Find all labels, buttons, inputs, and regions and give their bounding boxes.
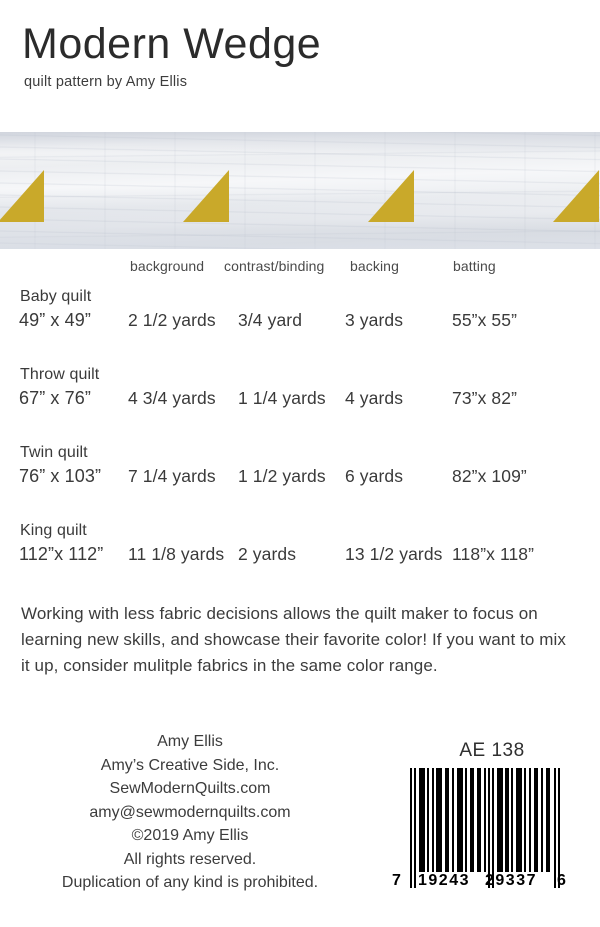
size-label: King quilt	[20, 522, 87, 539]
quilt-shading-overlay	[0, 132, 600, 249]
page-subtitle: quilt pattern by Amy Ellis	[24, 74, 188, 90]
footer-email[interactable]: amy@sewmodernquilts.com	[89, 803, 291, 821]
barcode-lead-digit: 7	[392, 872, 401, 889]
value-backing: 4 yards	[345, 388, 404, 408]
size-dimensions: 67” x 76”	[19, 388, 91, 408]
column-header-backing: backing	[350, 258, 399, 274]
footer-contact-block	[20, 730, 360, 895]
value-background: 4 3/4 yards	[128, 388, 216, 408]
size-dimensions: 49” x 49”	[19, 310, 91, 330]
gold-triangle-icon	[0, 170, 44, 222]
footer-company: Amy’s Creative Side, Inc.	[100, 756, 280, 774]
value-contrast: 1 1/2 yards	[238, 466, 326, 486]
value-backing: 3 yards	[345, 310, 404, 330]
value-batting: 118”x 118”	[452, 544, 535, 564]
gold-triangle-icon	[553, 170, 599, 222]
value-background: 2 1/2 yards	[128, 310, 216, 330]
sku-label: AE 138	[459, 740, 525, 761]
barcode-check-digit: 6	[557, 872, 566, 889]
size-label: Throw quilt	[20, 366, 100, 383]
size-dimensions: 112”x 112”	[19, 544, 104, 564]
value-backing: 13 1/2 yards	[345, 544, 443, 564]
column-header-background: background	[130, 258, 205, 274]
barcode-left-group: 19243	[418, 872, 470, 889]
quilt-detail-photo	[0, 132, 600, 249]
barcode-digits	[392, 872, 582, 890]
value-background: 7 1/4 yards	[128, 466, 216, 486]
barcode-bars	[408, 768, 564, 888]
gold-triangle-icon	[368, 170, 414, 222]
value-background: 11 1/8 yards	[128, 544, 225, 564]
value-contrast: 3/4 yard	[238, 310, 303, 330]
column-header-batting: batting	[453, 258, 496, 274]
value-backing: 6 yards	[345, 466, 404, 486]
description-paragraph: Working with less fabric decisions allows the quilt maker to focus on learning new skills, and showcase their favorite color! If you want to mix it up, consider mulitple fabrics in the same color range.	[21, 604, 567, 675]
footer-copyright: ©2019 Amy Ellis	[131, 827, 249, 844]
column-header-contrast: contrast/binding	[224, 258, 325, 274]
quilt-texture-overlay	[0, 132, 600, 249]
size-dimensions: 76” x 103”	[19, 466, 102, 486]
value-batting: 55”x 55”	[452, 310, 517, 330]
size-label: Twin quilt	[20, 444, 88, 461]
barcode-block	[392, 740, 582, 890]
barcode-right-group: 29337	[485, 872, 537, 889]
value-contrast: 1 1/4 yards	[238, 388, 326, 408]
footer-duplication: Duplication of any kind is prohibited.	[61, 874, 319, 891]
footer-rights: All rights reserved.	[123, 850, 257, 868]
page-title: Modern Wedge	[22, 20, 322, 68]
gold-triangle-icon	[183, 170, 229, 222]
footer-designer: Amy Ellis	[157, 733, 223, 750]
value-contrast: 2 yards	[238, 544, 297, 564]
size-label: Baby quilt	[20, 288, 92, 305]
footer-website[interactable]: SewModernQuilts.com	[109, 780, 271, 797]
value-batting: 73”x 82”	[452, 388, 517, 408]
value-batting: 82”x 109”	[452, 466, 527, 486]
